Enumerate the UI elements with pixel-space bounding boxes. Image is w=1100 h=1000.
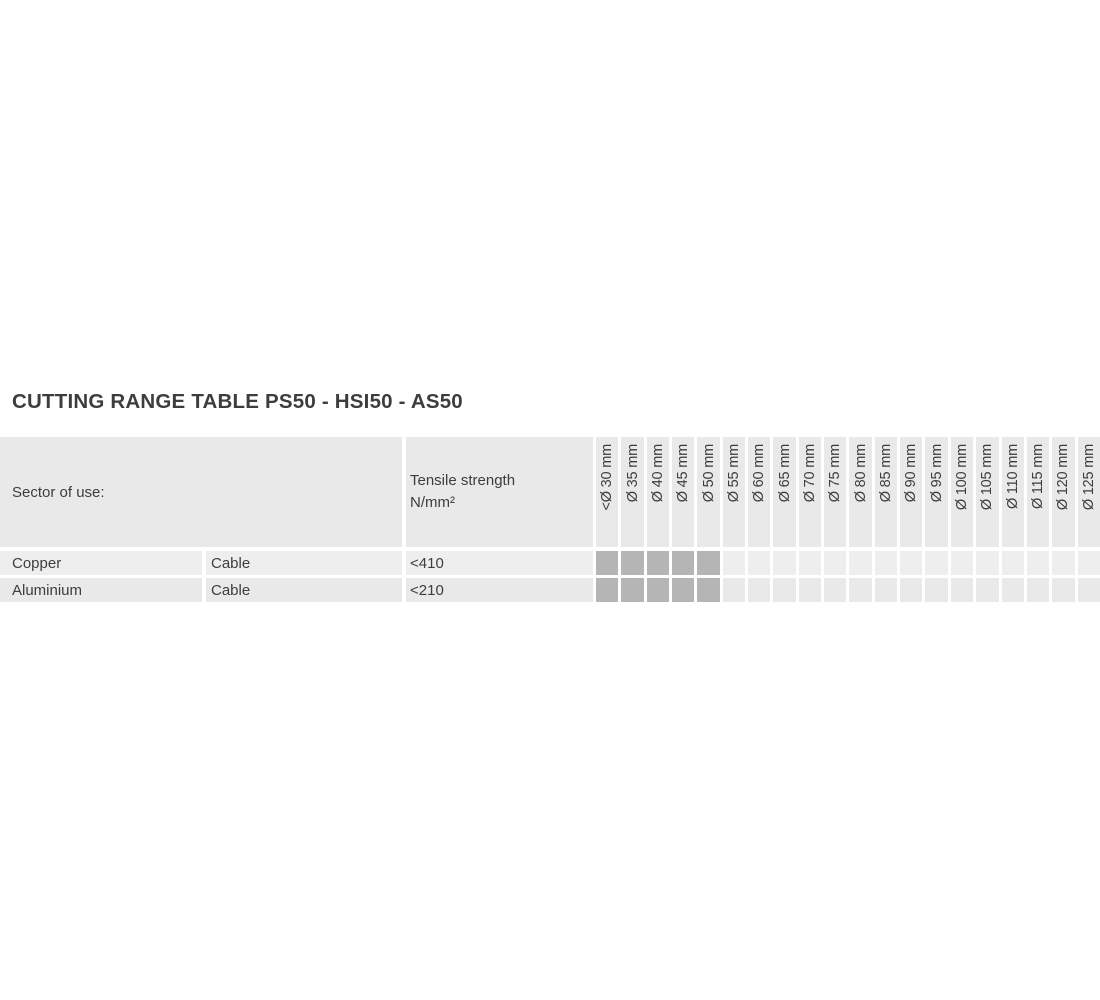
sector-header-extension	[202, 437, 402, 547]
row-type-cell: Cable	[206, 551, 402, 575]
diameter-column-label: Ø 40 mm	[649, 444, 666, 503]
cutting-range-table	[0, 437, 1100, 603]
diameter-column-header	[951, 437, 973, 547]
cutting-range-cell-covered	[697, 551, 719, 575]
cutting-range-cell-covered	[621, 551, 643, 575]
row-tensile-cell: <410	[406, 551, 593, 575]
diameter-column-header	[875, 437, 897, 547]
cutting-range-cell	[799, 578, 821, 602]
cutting-range-cell	[1027, 551, 1049, 575]
diameter-column-label: Ø 85 mm	[877, 444, 894, 503]
cutting-range-cell	[1052, 578, 1074, 602]
diameter-column-label: Ø 70 mm	[801, 444, 818, 503]
cutting-range-cell	[900, 551, 922, 575]
diameter-column-label: Ø 100 mm	[953, 444, 970, 511]
diameter-column-label: Ø 120 mm	[1055, 444, 1072, 511]
diameter-column-header	[723, 437, 745, 547]
diameter-column-header	[748, 437, 770, 547]
page-title: CUTTING RANGE TABLE PS50 - HSI50 - AS50	[12, 390, 463, 413]
cutting-range-cell-covered	[596, 578, 618, 602]
diameter-column-header	[849, 437, 871, 547]
cutting-range-cell	[824, 578, 846, 602]
cutting-range-cell-covered	[596, 551, 618, 575]
cutting-range-cell-covered	[672, 551, 694, 575]
diameter-column-header	[900, 437, 922, 547]
cutting-range-cell	[824, 551, 846, 575]
diameter-column-header	[621, 437, 643, 547]
table-row-aluminium	[0, 578, 1100, 602]
cutting-range-cell	[849, 578, 871, 602]
cutting-range-cell	[748, 578, 770, 602]
cutting-range-cell	[875, 578, 897, 602]
table-row-copper	[0, 551, 1100, 575]
tensile-strength-header-cell	[406, 437, 593, 547]
row-sector-cell: Aluminium	[0, 578, 202, 602]
diameter-column-header	[697, 437, 719, 547]
diameter-column-label: Ø 50 mm	[700, 444, 717, 503]
diameter-column-header	[799, 437, 821, 547]
diameter-column-header	[976, 437, 998, 547]
diameter-column-header	[1002, 437, 1024, 547]
cutting-range-cell	[875, 551, 897, 575]
diameter-column-header	[925, 437, 947, 547]
cutting-range-cell	[976, 578, 998, 602]
sector-of-use-label: Sector of use:	[12, 483, 105, 501]
diameter-column-label: Ø 80 mm	[852, 444, 869, 503]
diameter-column-label: Ø 115 mm	[1030, 444, 1047, 510]
cutting-range-cell	[1027, 578, 1049, 602]
tensile-strength-unit: N/mm²	[410, 494, 455, 511]
diameter-column-header	[1027, 437, 1049, 547]
cutting-range-cell	[1078, 578, 1100, 602]
cutting-range-cell	[976, 551, 998, 575]
cutting-range-cell-covered	[621, 578, 643, 602]
diameter-column-label: Ø 90 mm	[903, 444, 920, 503]
cutting-range-cell	[773, 578, 795, 602]
cutting-range-cell	[951, 578, 973, 602]
cutting-range-cell	[723, 578, 745, 602]
cutting-range-cell-covered	[647, 578, 669, 602]
cutting-range-cell	[799, 551, 821, 575]
diameter-column-header	[596, 437, 618, 547]
cutting-range-cell	[900, 578, 922, 602]
diameter-column-label: Ø 35 mm	[624, 444, 641, 503]
diameter-column-label: <Ø 30 mm	[599, 444, 616, 511]
diameter-column-label: Ø 45 mm	[675, 444, 692, 503]
diameter-column-label: Ø 55 mm	[725, 444, 742, 503]
cutting-range-cell-covered	[647, 551, 669, 575]
diameter-column-label: Ø 60 mm	[751, 444, 768, 503]
diameter-column-label: Ø 95 mm	[928, 444, 945, 503]
cutting-range-cell	[925, 578, 947, 602]
diameter-column-header	[773, 437, 795, 547]
cutting-range-cell-covered	[697, 578, 719, 602]
cutting-range-cell	[951, 551, 973, 575]
row-tensile-cell: <210	[406, 578, 593, 602]
cutting-range-cell	[723, 551, 745, 575]
diameter-column-header	[1052, 437, 1074, 547]
diameter-column-header	[672, 437, 694, 547]
diameter-column-label: Ø 125 mm	[1080, 444, 1097, 511]
cutting-range-cell	[1078, 551, 1100, 575]
cutting-range-cell	[849, 551, 871, 575]
cutting-range-cell	[925, 551, 947, 575]
diameter-column-label: Ø 65 mm	[776, 444, 793, 503]
diameter-header-row	[596, 437, 1100, 547]
cutting-range-cell	[1002, 578, 1024, 602]
diameter-column-header	[824, 437, 846, 547]
row-cutting-range-cells	[596, 578, 1100, 602]
tensile-strength-label: Tensile strength	[410, 472, 516, 489]
diameter-column-header	[1078, 437, 1100, 547]
diameter-column-label: Ø 105 mm	[979, 444, 996, 511]
cutting-range-cell	[773, 551, 795, 575]
cutting-range-cell	[748, 551, 770, 575]
diameter-column-header	[647, 437, 669, 547]
row-type-cell: Cable	[206, 578, 402, 602]
cutting-range-cell	[1002, 551, 1024, 575]
row-cutting-range-cells	[596, 551, 1100, 575]
diameter-column-label: Ø 75 mm	[827, 444, 844, 503]
diameter-column-label: Ø 110 mm	[1004, 444, 1021, 510]
sector-of-use-header-cell	[0, 437, 202, 547]
cutting-range-cell-covered	[672, 578, 694, 602]
cutting-range-cell	[1052, 551, 1074, 575]
row-sector-cell: Copper	[0, 551, 202, 575]
